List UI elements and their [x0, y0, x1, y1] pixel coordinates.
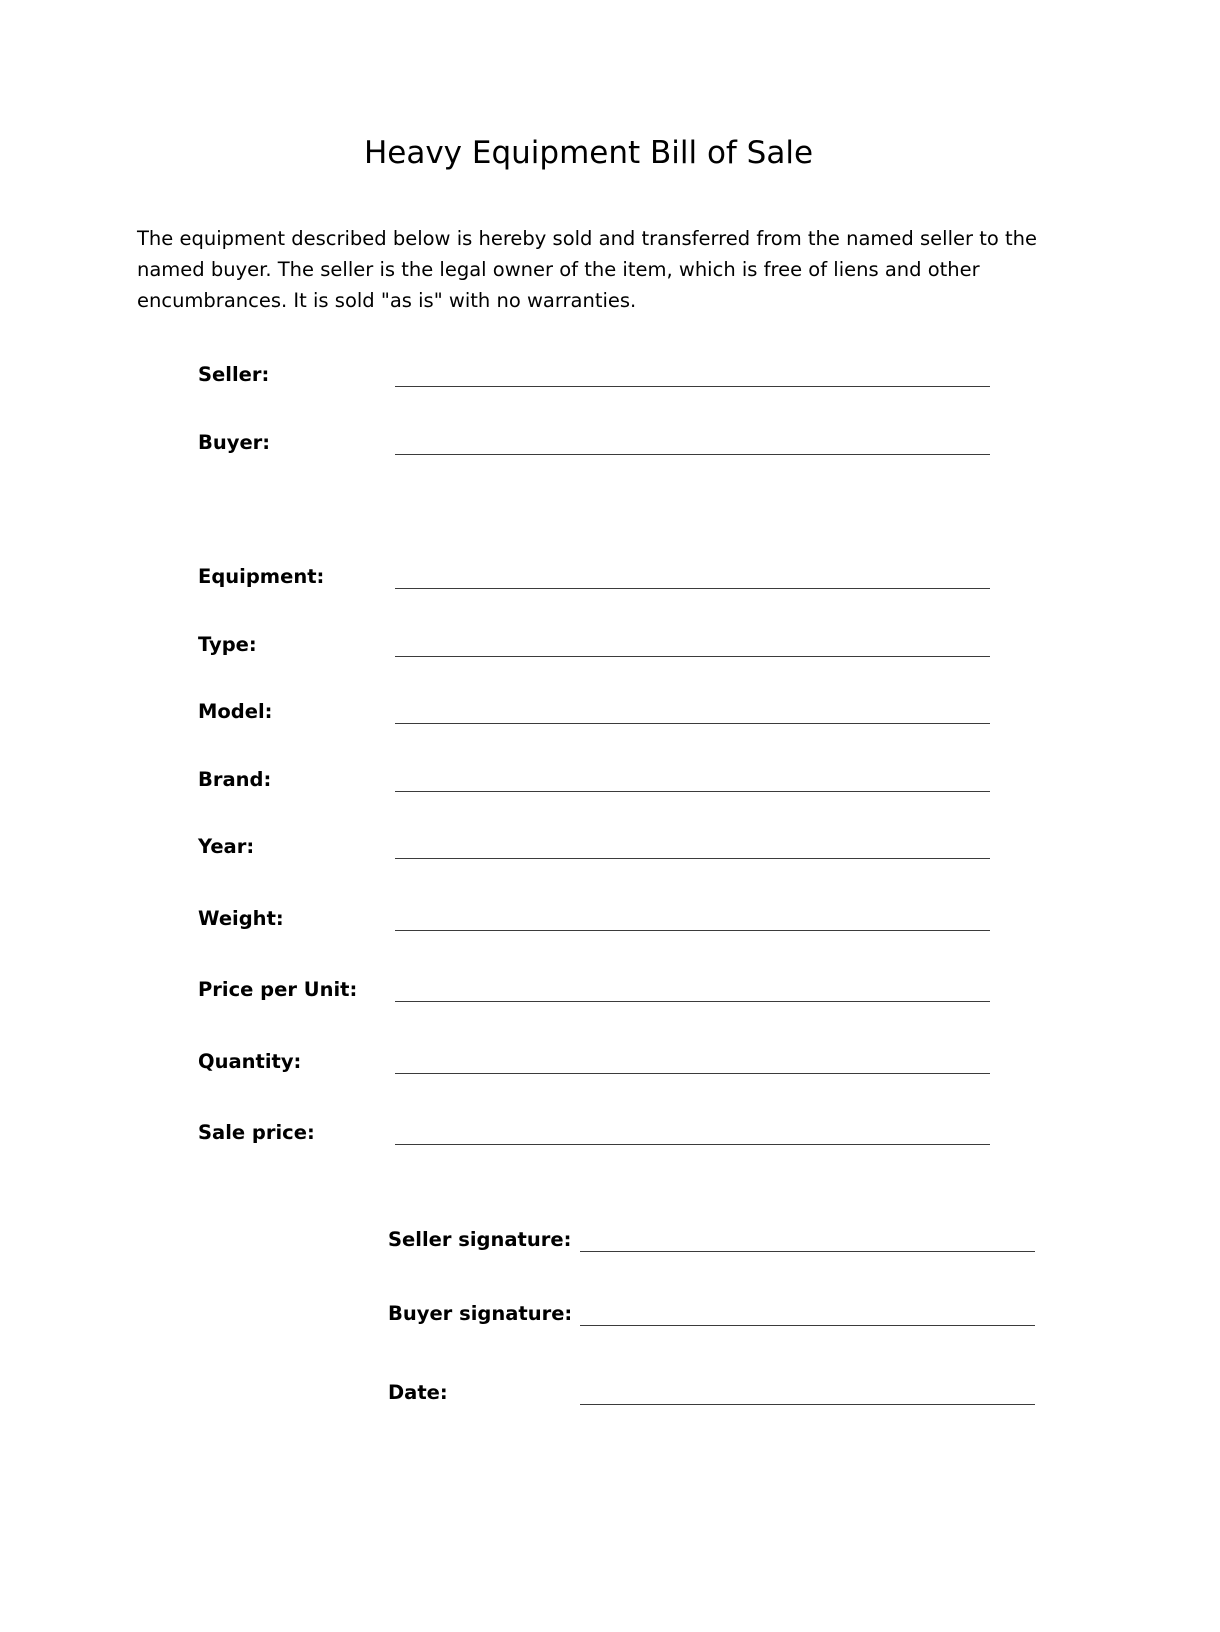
field-label-seller-signature: Seller signature:	[388, 1228, 572, 1251]
field-input-buyer-signature[interactable]	[580, 1325, 1035, 1326]
field-row-brand	[198, 767, 1038, 797]
field-label-buyer-signature: Buyer signature:	[388, 1302, 573, 1325]
field-input-sale-price[interactable]	[395, 1144, 990, 1145]
page-title: Heavy Equipment Bill of Sale	[363, 134, 814, 171]
intro-paragraph: The equipment described below is hereby sold and transferred from the named seller to the named buyer. The seller is the legal owner of the item, which is free of liens and other encumbrances. It is sold "as is" with no warranties.	[137, 226, 1037, 312]
field-input-buyer[interactable]	[395, 454, 990, 455]
field-input-equipment[interactable]	[395, 588, 990, 589]
field-row-buyer-signature	[388, 1301, 1048, 1331]
field-row-date	[388, 1380, 1048, 1410]
field-row-type	[198, 632, 1038, 662]
field-label-year: Year:	[198, 835, 255, 858]
field-label-price-per-unit: Price per Unit:	[198, 978, 358, 1001]
field-row-year	[198, 834, 1038, 864]
field-input-price-per-unit[interactable]	[395, 1001, 990, 1002]
field-input-model[interactable]	[395, 723, 990, 724]
field-input-weight[interactable]	[395, 930, 990, 931]
field-input-date[interactable]	[580, 1404, 1035, 1405]
field-row-seller-signature	[388, 1227, 1048, 1257]
field-input-year[interactable]	[395, 858, 990, 859]
field-label-seller: Seller:	[198, 363, 270, 386]
field-label-buyer: Buyer:	[198, 431, 271, 454]
field-row-buyer	[198, 430, 1038, 460]
field-label-equipment: Equipment:	[198, 565, 325, 588]
field-label-quantity: Quantity:	[198, 1050, 302, 1073]
field-input-brand[interactable]	[395, 791, 990, 792]
field-label-sale-price: Sale price:	[198, 1121, 315, 1144]
field-input-seller[interactable]	[395, 386, 990, 387]
field-input-type[interactable]	[395, 656, 990, 657]
field-label-model: Model:	[198, 700, 273, 723]
field-row-price-per-unit	[198, 977, 1038, 1007]
field-label-brand: Brand:	[198, 768, 272, 791]
field-row-sale-price	[198, 1120, 1038, 1150]
field-label-date: Date:	[388, 1381, 448, 1404]
field-row-quantity	[198, 1049, 1038, 1079]
field-row-weight	[198, 906, 1038, 936]
field-row-equipment	[198, 564, 1038, 594]
field-input-quantity[interactable]	[395, 1073, 990, 1074]
field-row-model	[198, 699, 1038, 729]
field-input-seller-signature[interactable]	[580, 1251, 1035, 1252]
field-label-type: Type:	[198, 633, 257, 656]
field-row-seller	[198, 362, 1038, 392]
field-label-weight: Weight:	[198, 907, 284, 930]
